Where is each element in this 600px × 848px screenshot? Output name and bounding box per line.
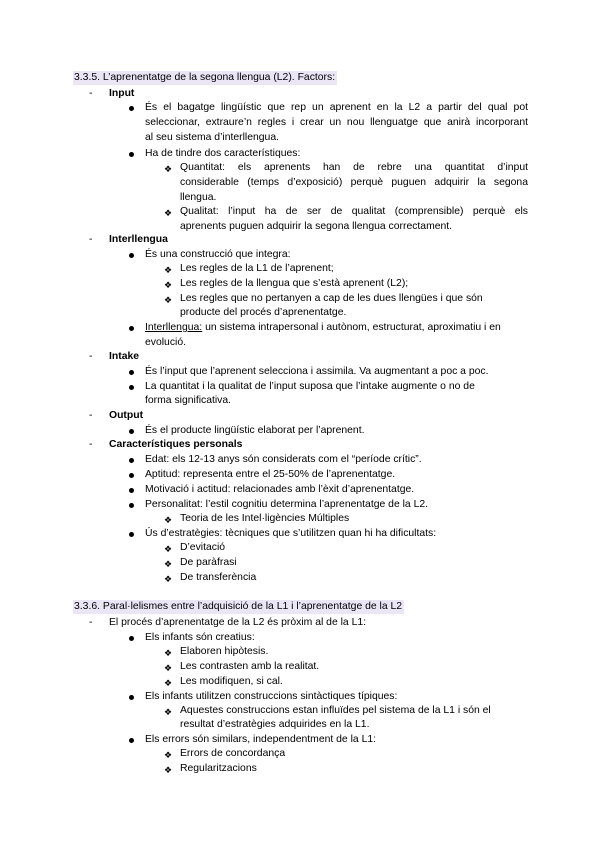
- diamond-bullet-icon: ❖: [164, 295, 173, 305]
- diamond-bullet-icon: ❖: [164, 280, 173, 290]
- input-quantitat-a: Quantitat: els aprenents han de rebre una quantitat d’input: [180, 162, 528, 173]
- intake-text-2a: La quantitat i la qualitat de l’input suposa que l’intake augmente o no de: [145, 381, 475, 392]
- bullet-icon: [129, 473, 134, 478]
- bullet-icon: [129, 106, 134, 111]
- creatius-hipotesis: Elaboren hipòtesis.: [180, 646, 269, 657]
- bullet-icon: [129, 488, 134, 493]
- diamond-bullet-icon: ❖: [164, 559, 173, 569]
- bullet-icon: [129, 532, 134, 537]
- diamond-bullet-icon: ❖: [164, 265, 173, 275]
- diamond-bullet-icon: ❖: [164, 663, 173, 673]
- construccions-text-a: Aquestes construccions estan influïdes pel sistema de la L1 i són el: [180, 705, 491, 716]
- bullet-icon: [129, 695, 134, 700]
- interllengua-definicio-a: [145, 321, 501, 335]
- creatius-modifiquen: Les modifiquen, si cal.: [180, 676, 283, 687]
- bullet-icon: [129, 503, 134, 508]
- bullet-icon: [129, 458, 134, 463]
- interllengua-regles-l1: Les regles de la L1 de l’aprenent;: [180, 263, 334, 274]
- diamond-bullet-icon: ❖: [164, 648, 173, 658]
- bullet-icon: [129, 326, 134, 331]
- paral-intro: El procés d’aprenentatge de la L2 és pròxim al de la L1:: [109, 617, 367, 628]
- diamond-bullet-icon: ❖: [164, 574, 173, 584]
- dash-bullet: -: [89, 439, 93, 450]
- input-text-1b: seleccionar, extraure’n regles i crear un nou llenguatge que anirà incorporant: [145, 117, 528, 128]
- construccions-text-b: resultat d’estratègies adquirides en la L1.: [180, 719, 370, 730]
- creatius-contrasten: Les contrasten amb la realitat.: [180, 661, 320, 672]
- dash-bullet: -: [89, 234, 93, 245]
- bullet-icon: [129, 738, 134, 743]
- personals-personalitat: Personalitat: l’estil cognitiu determina l’aprenentatge de la L2.: [145, 499, 429, 510]
- paral-construccions: Els infants utilitzen construccions sintàctiques típiques:: [145, 691, 398, 702]
- interllengua-text-1: És una construcció que integra:: [145, 249, 291, 260]
- interllengua-regles-altres-a: Les regles que no pertanyen a cap de les dues llengües i que són: [180, 293, 483, 304]
- section-heading-3-3-6: 3.3.6. Paral·lelismes entre l’adquisició de la L1 i l’aprenentatge de la L2: [74, 601, 403, 612]
- dash-bullet: -: [89, 88, 93, 99]
- interllengua-definicio-b: evolució.: [145, 337, 187, 348]
- intake-text-1: És l’input que l’aprenent selecciona i assimila. Va augmentant a poc a poc.: [145, 366, 489, 377]
- bullet-icon: [129, 385, 134, 390]
- diamond-bullet-icon: ❖: [164, 515, 173, 525]
- diamond-bullet-icon: ❖: [164, 678, 173, 688]
- personals-motivacio: Motivació i actitud: relacionades amb l’èxit d’aprenentatge.: [145, 484, 415, 495]
- diamond-bullet-icon: ❖: [164, 707, 173, 717]
- bullet-icon: [129, 253, 134, 258]
- input-text-1a: És el bagatge lingüístic que rep un aprenent en la L2 a partir del qual pot: [145, 102, 528, 113]
- bullet-icon: [129, 636, 134, 641]
- item-interllengua-label: Interllengua: [109, 234, 168, 245]
- diamond-bullet-icon: ❖: [164, 544, 173, 554]
- item-input-label: Input: [109, 88, 135, 99]
- input-qualitat-a: Qualitat: l’input ha de ser de qualitat (comprensible) perquè els: [180, 206, 528, 217]
- diamond-bullet-icon: ❖: [164, 164, 173, 174]
- diamond-bullet-icon: ❖: [164, 750, 173, 760]
- interllengua-regles-altres-b: producte del procés d’aprenentatge.: [180, 307, 347, 318]
- bullet-icon: [129, 370, 134, 375]
- personals-aptitud: Aptitud: representa entre el 25-50% de l’aprenentatge.: [145, 469, 396, 480]
- diamond-bullet-icon: ❖: [164, 208, 173, 218]
- bullet-icon: [129, 429, 134, 434]
- diamond-bullet-icon: ❖: [164, 765, 173, 775]
- interllengua-term: Interllengua:: [145, 322, 203, 333]
- input-text-2: Ha de tindre dos característiques:: [145, 148, 301, 159]
- bullet-icon: [129, 152, 134, 157]
- item-output-label: Output: [109, 410, 144, 421]
- estrategia-transferencia: De transferència: [180, 572, 257, 583]
- estrategia-evitacio: D’evitació: [180, 542, 226, 553]
- input-quantitat-b: considerable (temps d’exposició) perquè puguen adquirir la segona: [180, 177, 528, 188]
- intake-text-2b: forma significativa.: [145, 395, 232, 406]
- personals-intelligencies: Teoria de les Intel·ligències Múltiples: [180, 513, 350, 524]
- output-text-1: És el producte lingüístic elaborat per l’aprenent.: [145, 425, 365, 436]
- dash-bullet: -: [89, 410, 93, 421]
- dash-bullet: -: [89, 351, 93, 362]
- input-quantitat-c: llengua.: [180, 192, 217, 203]
- dash-bullet: -: [89, 617, 93, 628]
- item-personals-label: Característiques personals: [109, 439, 243, 450]
- input-qualitat-b: aprenents puguen adquirir la segona llengua correctament.: [180, 221, 453, 232]
- input-text-1c: al seu sistema d’interllengua.: [145, 132, 279, 143]
- item-intake-label: Intake: [109, 351, 140, 362]
- personals-edat: Edat: els 12-13 anys són considerats com el “període crític”.: [145, 454, 422, 465]
- paral-errors: Els errors són similars, independentment de la L1:: [145, 734, 377, 745]
- interllengua-regles-l2: Les regles de la llengua que s’està aprenent (L2);: [180, 278, 409, 289]
- errors-concordanca: Errors de concordança: [180, 748, 286, 759]
- paral-creatius: Els infants són creatius:: [145, 632, 255, 643]
- errors-regularitzacions: Regularitzacions: [180, 763, 257, 774]
- interllengua-definicio-text: un sistema intrapersonal i autònom, estructurat, aproximatiu i en: [202, 322, 501, 333]
- estrategia-parafrasi: De paràfrasi: [180, 557, 237, 568]
- section-heading-3-3-5: 3.3.5. L’aprenentatge de la segona llengua (L2). Factors:: [74, 72, 336, 83]
- personals-estrategies: Ús d’estratègies: tècniques que s’utilitzen quan hi ha dificultats:: [145, 528, 437, 539]
